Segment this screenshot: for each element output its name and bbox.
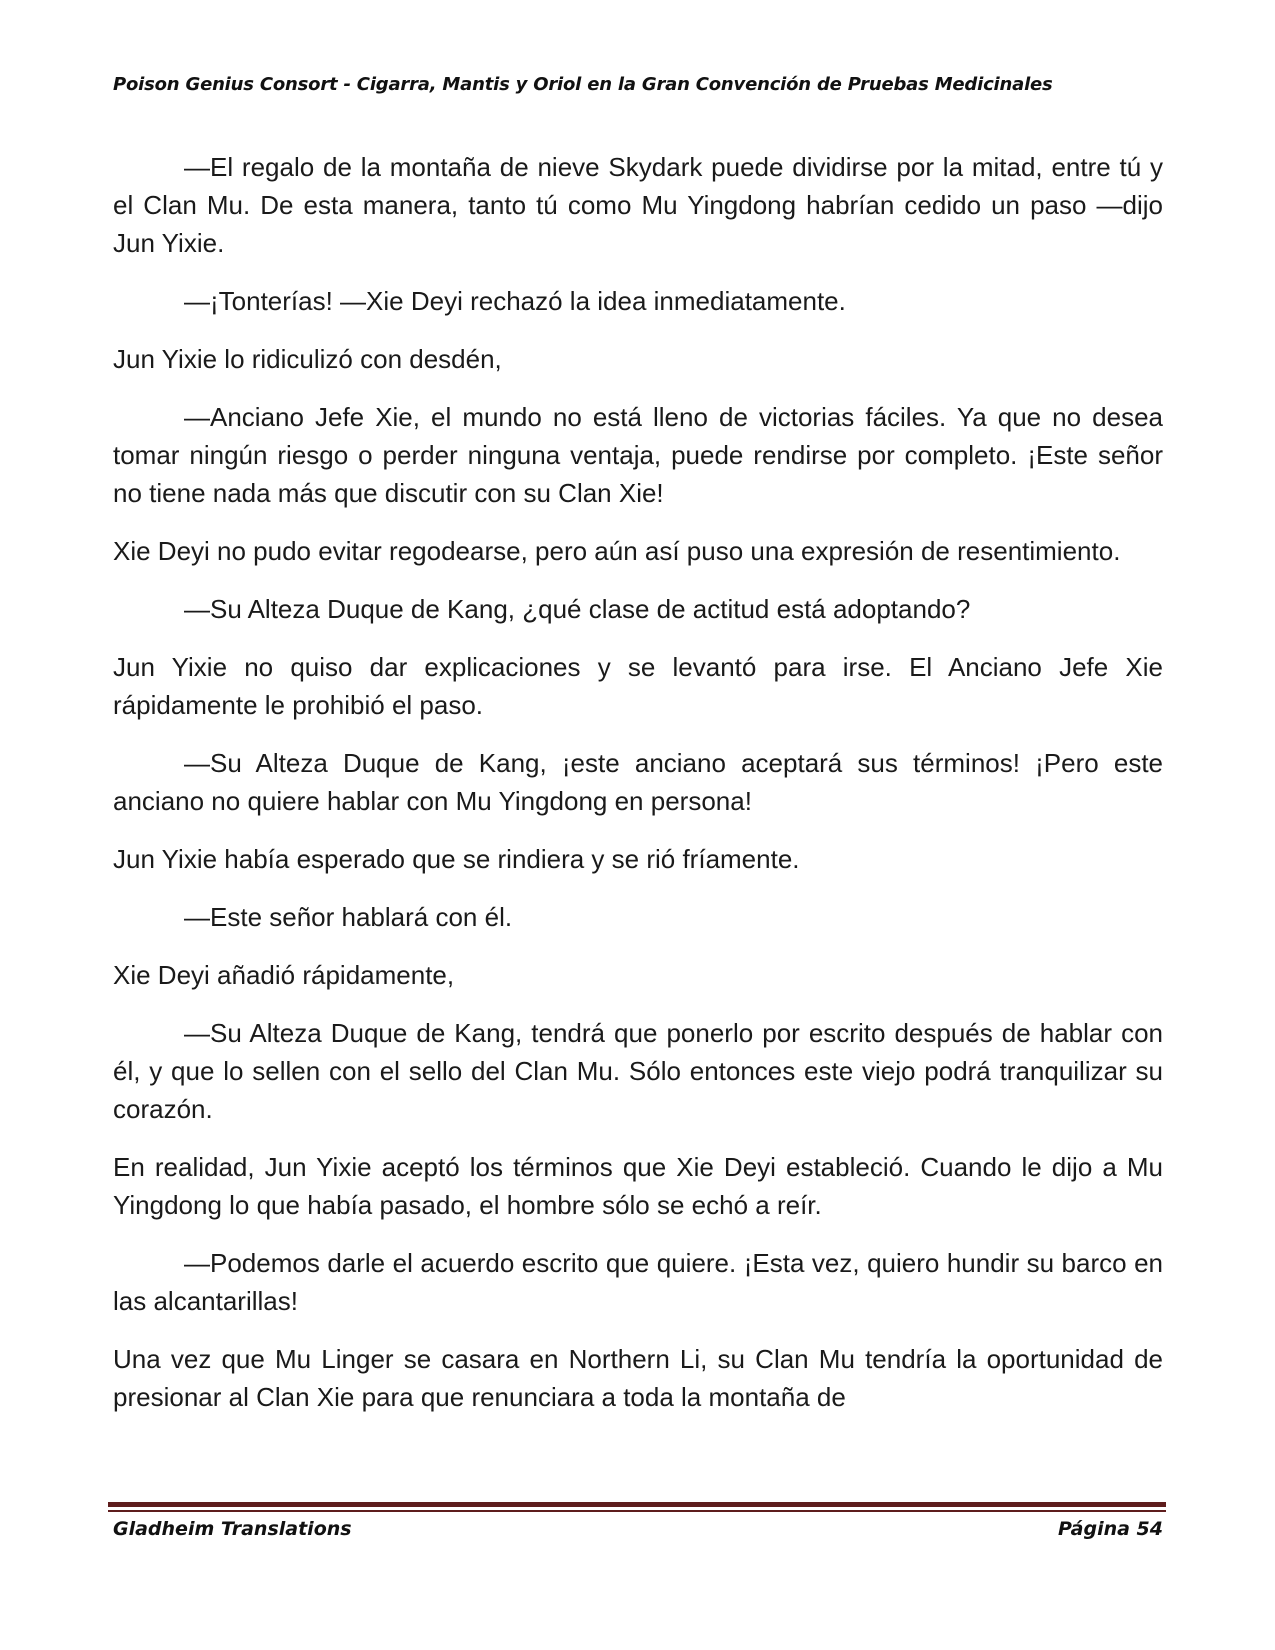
paragraph: Jun Yixie había esperado que se rindiera y se rió fríamente. bbox=[113, 844, 800, 874]
paragraph: Jun Yixie lo ridiculizó con desdén, bbox=[113, 344, 502, 374]
paragraph: Xie Deyi no pudo evitar regodearse, pero aún así puso una expresión de resentimiento. bbox=[113, 536, 1121, 566]
page-header-title: Poison Genius Consort - Cigarra, Mantis y Oriol en la Gran Convención de Pruebas Medicinales bbox=[113, 74, 1053, 95]
paragraph: En realidad, Jun Yixie aceptó los términos que Xie Deyi estableció. Cuando le dijo a Mu Yingdong lo que había pasado, el hombre sólo se echó a reír. bbox=[113, 1152, 1163, 1220]
paragraph: —¡Tonterías! —Xie Deyi rechazó la idea inmediatamente. bbox=[184, 286, 846, 316]
paragraph: —Su Alteza Duque de Kang, ¿qué clase de actitud está adoptando? bbox=[184, 594, 971, 624]
paragraph: —Este señor hablará con él. bbox=[184, 902, 513, 932]
paragraph: Jun Yixie no quiso dar explicaciones y se levantó para irse. El Anciano Jefe Xie rápidamente le prohibió el paso. bbox=[113, 652, 1163, 720]
paragraph: Una vez que Mu Linger se casara en Northern Li, su Clan Mu tendría la oportunidad de presionar al Clan Xie para que renunciara a toda la montaña de bbox=[113, 1344, 1163, 1412]
body-text bbox=[113, 148, 1163, 1436]
footer-divider-thin bbox=[108, 1510, 1166, 1512]
footer-publisher: Gladheim Translations bbox=[113, 1518, 352, 1540]
paragraph: —Anciano Jefe Xie, el mundo no está lleno de victorias fáciles. Ya que no desea tomar ningún riesgo o perder ninguna ventaja, puede rendirse por completo. ¡Este señor no tiene nada más que discutir con su Clan Xie! bbox=[113, 402, 1163, 508]
footer-page-number: Página 54 bbox=[1057, 1518, 1163, 1540]
paragraph: —Podemos darle el acuerdo escrito que quiere. ¡Esta vez, quiero hundir su barco en las alcantarillas! bbox=[113, 1248, 1163, 1316]
paragraph: —Su Alteza Duque de Kang, ¡este anciano aceptará sus términos! ¡Pero este anciano no quiere hablar con Mu Yingdong en persona! bbox=[113, 748, 1163, 816]
paragraph: —Su Alteza Duque de Kang, tendrá que ponerlo por escrito después de hablar con él, y que lo sellen con el sello del Clan Mu. Sólo entonces este viejo podrá tranquilizar su corazón. bbox=[113, 1018, 1163, 1124]
paragraph: Xie Deyi añadió rápidamente, bbox=[113, 960, 455, 990]
paragraph: —El regalo de la montaña de nieve Skydark puede dividirse por la mitad, entre tú y el Clan Mu. De esta manera, tanto tú como Mu Yingdong habrían cedido un paso —dijo Jun Yixie. bbox=[113, 152, 1163, 258]
footer-divider-thick bbox=[108, 1502, 1166, 1507]
